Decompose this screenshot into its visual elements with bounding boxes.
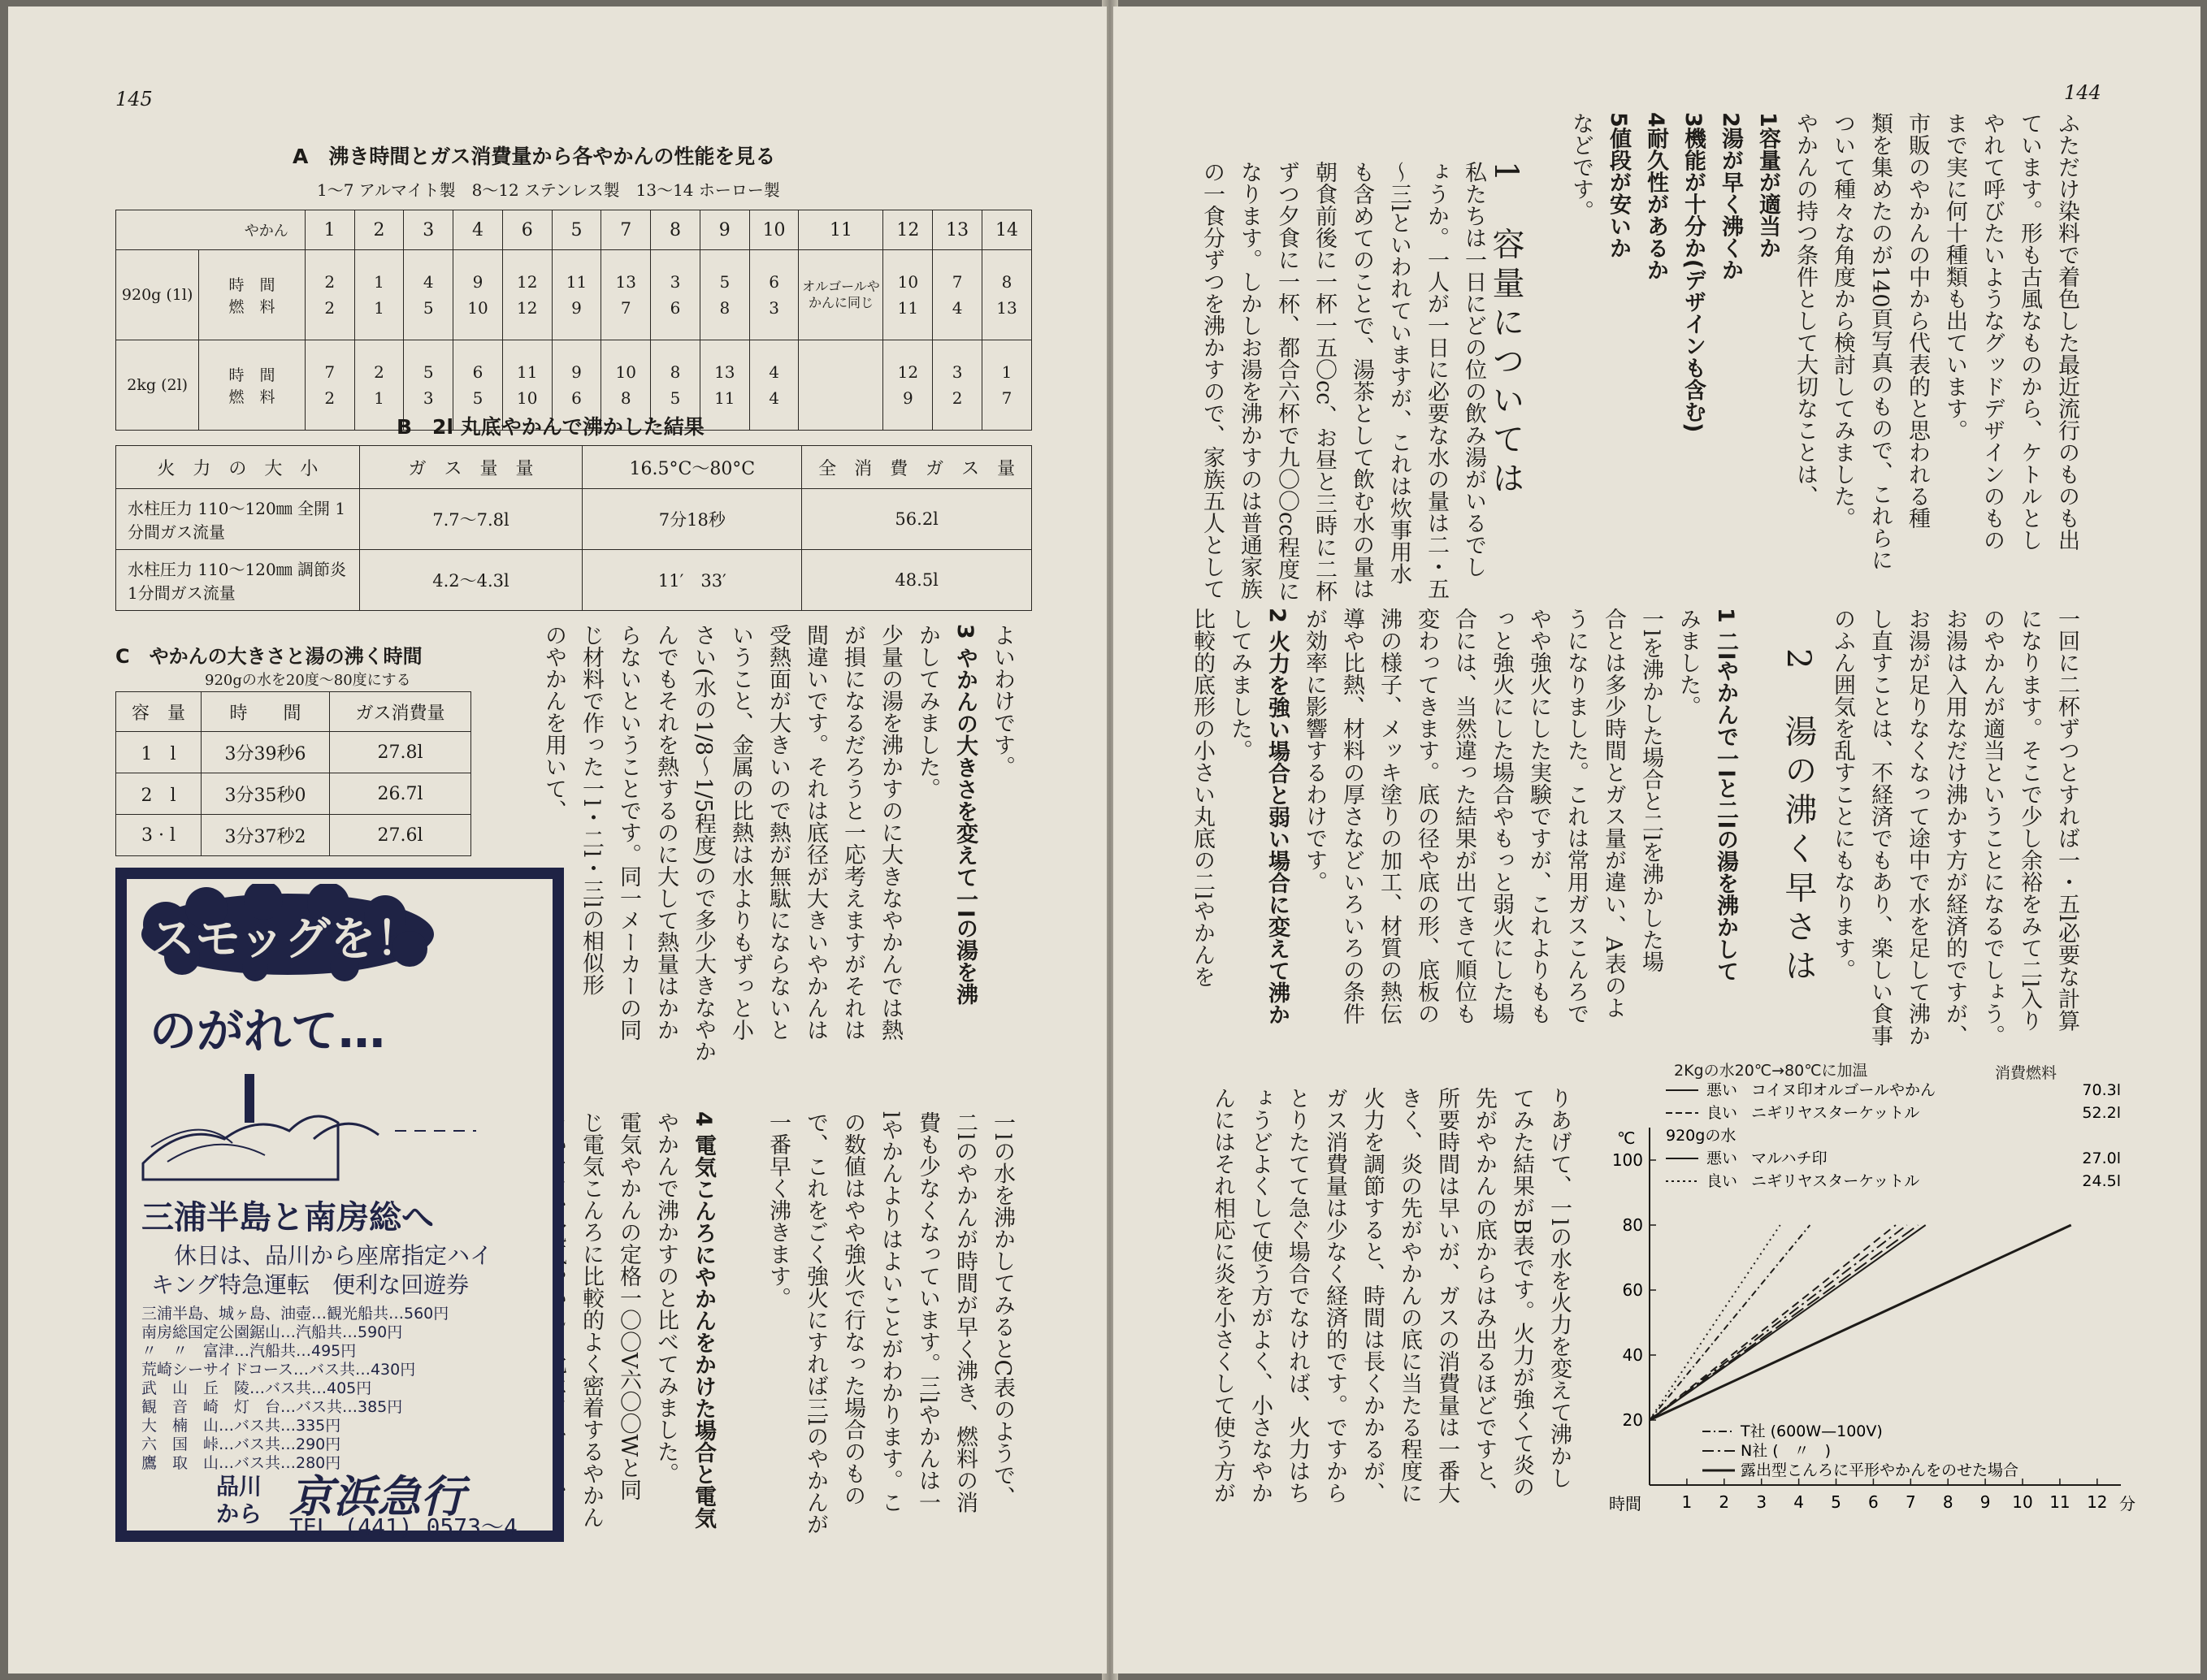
cell-time: 4 <box>423 272 434 292</box>
table-a-col-header: 10 <box>749 210 799 250</box>
table-c-cell: 1 l <box>116 732 202 773</box>
cell-time: 2 <box>324 272 336 292</box>
table-a-cell <box>799 340 883 431</box>
ad-tagline-2: キング特急運転 便利な回遊券 <box>151 1271 470 1298</box>
y-tick-label: 40 <box>1622 1345 1643 1365</box>
text-column: かしてみました。 <box>915 624 940 799</box>
legend-value: 52.2l <box>2082 1104 2121 1122</box>
table-c-cell: 3 · l <box>116 815 202 856</box>
table-a-subtitle: 1〜7 アルマイト製 8〜12 ステンレス製 13〜14 ホーロー製 <box>317 180 780 200</box>
text-column: 合には、当然違った結果が出てきて順位も <box>1451 608 1476 1024</box>
table-b-header: 16.5°C〜80°C <box>583 446 802 489</box>
bottom-legend-label: 露出型こんろに平形やかんをのせた場合 <box>1741 1461 2019 1479</box>
table-b <box>115 445 1032 611</box>
cell-time: 5 <box>423 362 434 382</box>
table-c-title: C やかんの大きさと湯の沸く時間 <box>115 645 423 668</box>
table-a-cell <box>799 250 883 340</box>
cell-fuel: 8 <box>620 388 631 408</box>
ad-destination: 三浦半島と南房総へ <box>141 1199 434 1236</box>
text-column: 沸の様子、メッキ塗りの加工、材質の熱伝 <box>1377 608 1402 1024</box>
section-heading-capacity: 1 容量については <box>1487 161 1524 500</box>
text-column: ついて種々な角度から検討してみました。 <box>1830 112 1855 529</box>
legend-quality: 良い <box>1706 1172 1738 1190</box>
text-column: いうこと、金属の比熱は水よりもずっと小 <box>728 624 753 1041</box>
cell-fuel: 2 <box>324 388 336 408</box>
legend-value: 27.0l <box>2082 1150 2121 1167</box>
text-column: 私たちは一日にどの位の飲み湯がいるでし <box>1461 161 1486 578</box>
cell-time: 4 <box>769 362 779 382</box>
text-column: じ電気こんろに比較的よく密着するやかん <box>579 1111 604 1528</box>
table-c-cell: 3分39秒6 <box>201 732 329 773</box>
table-a-cell <box>982 250 1032 340</box>
cell-fuel: 1 <box>374 298 384 318</box>
cell-fuel: 4 <box>952 298 963 318</box>
y-axis-label: ℃ <box>1617 1128 1636 1148</box>
text-column: のやかんが適当ということになるでしょう。 <box>1979 608 2005 1046</box>
table-a-col-header: 3 <box>404 210 453 250</box>
text-column: 所要時間は早いが、ガスの消費量は一番大 <box>1434 1087 1459 1504</box>
text-column: 朝食前後に一杯一五〇cc、お昼と三時に二杯 <box>1312 161 1337 603</box>
text-column: の数値はやや強火で行なった場合のもの <box>840 1111 865 1506</box>
cell-time: 3 <box>670 272 681 292</box>
coastline-illustration <box>135 1066 557 1188</box>
cell-fuel: 5 <box>472 388 483 408</box>
text-column: になります。そこで少し余裕をみて二l入り <box>2017 608 2042 1032</box>
table-a-cell <box>404 250 453 340</box>
text-column: んでもそれを熱するのに大して熱量はかか <box>653 624 679 1041</box>
text-column: 導や比熱、材料の厚さなどいろいろの条件 <box>1339 608 1364 1024</box>
text-column: まで実に何十種類も出ています。 <box>1942 112 1967 441</box>
table-a-cell <box>700 250 749 340</box>
cell-fuel: 7 <box>620 298 631 318</box>
x-tick-label: 12 <box>2087 1492 2108 1512</box>
cell-fuel: 13 <box>996 298 1017 318</box>
cell-time: 13 <box>615 272 636 292</box>
cell-time: 1 <box>1001 362 1012 382</box>
x-tick-label: 1 <box>1681 1492 1693 1512</box>
ad-headline-2: のがれて… <box>150 1003 386 1059</box>
table-c-row <box>116 815 471 856</box>
table-a-col-header: 4 <box>453 210 503 250</box>
cell-time: 7 <box>324 362 336 382</box>
text-column: のふん囲気を乱すことにもなります。 <box>1830 608 1855 981</box>
table-a-labels-920g <box>199 250 305 340</box>
table-a <box>115 210 1032 431</box>
text-column: ょうどよくして使う方がよく、小さなやか <box>1247 1087 1273 1504</box>
table-c-header-row <box>116 692 471 732</box>
legend-group: 920gの水 <box>1666 1127 1737 1145</box>
table-a-col-header: 9 <box>700 210 749 250</box>
text-column: じ材料で作った一l・二l・三lの相似形 <box>579 624 604 996</box>
series-line <box>1650 1225 1907 1420</box>
legend-name: ニギリヤスターケットル <box>1751 1104 1920 1122</box>
table-b-cell: 11′ 33′ <box>583 550 802 611</box>
text-column: の一食分ずつを沸かすので、家族五人として <box>1199 161 1225 600</box>
text-column: 類を集めたのが140頁写真のもので、これらに <box>1867 112 1893 571</box>
text-column: 先がやかんの底からはみ出るほどですと、 <box>1472 1087 1497 1504</box>
text-column: お湯は入用なだけ沸かす方が経済的ですが、 <box>1942 608 1967 1046</box>
table-a-col-header: 6 <box>502 210 552 250</box>
cell-fuel: 6 <box>670 298 681 318</box>
text-column: 3 やかんの大きさを変えて一lの湯を沸 <box>952 624 978 1006</box>
table-a-labels-2kg <box>199 340 305 431</box>
page-number-left: 145 <box>115 88 153 110</box>
y-tick-label: 100 <box>1611 1150 1643 1170</box>
cell-fuel: 9 <box>903 388 913 408</box>
cell-time: 12 <box>517 272 538 292</box>
ad-fare-line: 南房総国定公園鋸山…汽船共…590円 <box>141 1323 403 1341</box>
x-tick-label: 3 <box>1756 1492 1767 1512</box>
ad-telephone: TEL (441) 0573〜4 <box>289 1513 518 1540</box>
table-b-cell: 水柱圧力 110〜120㎜ 調節炎 1分間ガス流量 <box>116 550 360 611</box>
table-b-row <box>116 489 1032 550</box>
text-column: lやかんよりはよいことがわかります。こ <box>878 1111 903 1513</box>
ad-from-1: 品川 <box>216 1473 262 1500</box>
text-column: お湯が足りなくなって途中で水を足して沸か <box>1905 608 1930 1046</box>
text-column: りあげて、一lの水を火力を変えて沸かし <box>1546 1087 1572 1489</box>
legend-name: コイヌ印オルゴールやかん <box>1751 1081 1936 1099</box>
cell-fuel: 10 <box>467 298 488 318</box>
y-tick-label: 20 <box>1622 1410 1643 1430</box>
text-column: 一回に二杯ずつとすれば一・五l必要な計算 <box>2054 608 2079 1032</box>
cell-fuel: 12 <box>517 298 538 318</box>
text-column: 合とは多少時間とガス量が違い、A表のよ <box>1601 608 1626 1019</box>
legend-quality: 良い <box>1706 1104 1738 1122</box>
table-c-cell: 2 l <box>116 773 202 815</box>
text-column: 市販のやかんの中から代表的と思われる種 <box>1905 112 1930 529</box>
text-column: さい(水の1/8〜1/5程度)ので多少大きなやか <box>691 624 716 1063</box>
table-c-row <box>116 773 471 815</box>
text-column: んにはそれ相応に炎を小さくして使う方が <box>1210 1087 1235 1504</box>
ad-fare-line: 鷹 取 山…バス共…280円 <box>141 1454 341 1472</box>
cell-time: 5 <box>719 272 731 292</box>
ad-fare-line: 観 音 崎 灯 台…バス共…385円 <box>141 1398 403 1416</box>
text-column: ふただけ染料で着色した最近流行のものも出 <box>2054 112 2079 551</box>
x-tick-label: 7 <box>1905 1492 1916 1512</box>
table-c <box>115 691 471 856</box>
keihin-ad <box>115 868 564 1542</box>
cell-fuel: 4 <box>769 388 779 408</box>
cell-fuel: 9 <box>571 298 582 318</box>
cell-time: 3 <box>952 362 963 382</box>
table-c-cell: 27.8l <box>330 732 471 773</box>
text-column: ずつ夕食に一杯、都合六杯で九〇〇cc程度に <box>1274 161 1299 603</box>
text-column: 電気やかんの定格一〇〇V六〇〇Wと同 <box>616 1111 641 1501</box>
table-a-title: A 沸き時間とガス消費量から各やかんの性能を見る <box>293 145 776 168</box>
ad-fare-line: 〃 〃 富津…汽船共…495円 <box>141 1342 357 1360</box>
ad-fare-line: 大 楠 山…バス共…335円 <box>141 1417 341 1435</box>
table-a-col-header: 7 <box>601 210 651 250</box>
text-column: 2湯が早く沸くか <box>1718 112 1743 281</box>
text-column: やかんの持つ条件として大切なことは、 <box>1793 112 1818 507</box>
x-tick-label: 4 <box>1793 1492 1804 1512</box>
text-column: みました。 <box>1676 608 1701 717</box>
x-tick-label: 2 <box>1719 1492 1730 1512</box>
series-line <box>1650 1225 2071 1420</box>
label-time: 時 間 <box>228 276 275 294</box>
cell-time: 8 <box>670 362 681 382</box>
table-b-header: 全 消 費 ガ ス 量 <box>802 446 1032 489</box>
text-column: てみた結果がB表です。火力が強くて炎の <box>1509 1087 1534 1498</box>
cell-time: 9 <box>472 272 483 292</box>
table-c-header: 容 量 <box>116 692 202 732</box>
table-a-cell <box>601 250 651 340</box>
ad-fare-line: 武 山 丘 陵…バス共…405円 <box>141 1379 372 1397</box>
text-column: やれて呼びたいようなグッドデザインのもの <box>1979 112 2005 551</box>
legend-name: マルハチ印 <box>1751 1150 1828 1167</box>
text-column: 2 火力を強い場合と弱い場合に変えて沸か <box>1264 608 1290 1026</box>
table-b-cell: 4.2〜4.3l <box>359 550 583 611</box>
text-column: きく、炎の先がやかんの底に当たる程度に <box>1397 1087 1422 1504</box>
table-b-cell: 水柱圧力 110〜120㎜ 全開 1分間ガス流量 <box>116 489 360 550</box>
cell-fuel: 5 <box>423 298 434 318</box>
text-column: やや強火にした実験ですが、これよりもも <box>1526 608 1551 1024</box>
cell-time: 11 <box>517 362 538 382</box>
table-a-cell <box>883 340 933 431</box>
cell-fuel: 3 <box>423 388 434 408</box>
legend-value: 24.5l <box>2082 1172 2121 1190</box>
x-tick-label: 9 <box>1979 1492 1991 1512</box>
table-a-cell <box>354 250 404 340</box>
series-line <box>1650 1225 1926 1420</box>
table-c-cell: 27.6l <box>330 815 471 856</box>
x-tick-label: 10 <box>2012 1492 2033 1512</box>
cell-note: オルゴールやかんに同じ <box>802 279 880 310</box>
text-column: 受熱面が大きいので熱が無駄にならないと <box>765 624 791 1041</box>
cell-time: 10 <box>615 362 636 382</box>
table-a-col-header: 1 <box>305 210 354 250</box>
table-a-cell <box>883 250 933 340</box>
ad-tagline-1: 休日は、品川から座席指定ハイ <box>174 1242 493 1269</box>
text-column: 比較的底形の小さい丸底の二lやかんを <box>1190 608 1215 988</box>
cell-time: 13 <box>714 362 735 382</box>
table-a-cell <box>700 340 749 431</box>
table-a-cell <box>453 250 503 340</box>
ad-from-2: から <box>216 1500 262 1527</box>
label-time: 時 間 <box>228 366 275 384</box>
text-column: が損になるだろうと一応考えますがそれは <box>840 624 865 1041</box>
table-c-subtitle: 920gの水を20度〜80度にする <box>205 672 411 689</box>
ad-fare-line: 荒崎シーサイドコース…バス共…430円 <box>141 1361 416 1379</box>
table-c-cell: 3分35秒0 <box>201 773 329 815</box>
text-column: よいわけです。 <box>990 624 1015 777</box>
text-column: 火力を調節すると、時間は長くかかるが、 <box>1359 1087 1385 1504</box>
table-a-cell <box>502 250 552 340</box>
table-c-header: 時 間 <box>201 692 329 732</box>
text-column: のやかんを用いて、 <box>541 624 566 821</box>
table-b-header: ガ ス 量 量 <box>359 446 583 489</box>
text-column: 1容量が適当か <box>1755 112 1780 259</box>
table-a-group-920g: 920g (1l) <box>116 250 199 340</box>
table-a-cell <box>749 340 799 431</box>
text-column: うになりました。これは常用ガスこんろで <box>1563 608 1589 1024</box>
text-column: とりたてて急ぐ場合でなければ、火力はち <box>1285 1087 1310 1504</box>
text-column: が効率に影響するわけです。 <box>1302 608 1327 893</box>
table-a-header-row <box>116 210 1032 250</box>
table-a-cell <box>305 250 354 340</box>
table-a-group-2kg: 2kg (2l) <box>116 340 199 431</box>
cell-time: 6 <box>769 272 779 292</box>
cell-fuel: 10 <box>517 388 538 408</box>
table-a-col-header: 8 <box>651 210 700 250</box>
table-a-cell <box>651 250 700 340</box>
cell-fuel: 7 <box>1001 388 1012 408</box>
table-b-row <box>116 550 1032 611</box>
x-tick-label: 11 <box>2049 1492 2070 1512</box>
table-a-col-header: 13 <box>933 210 982 250</box>
cell-fuel: 2 <box>952 388 963 408</box>
cell-time: 9 <box>571 362 582 382</box>
text-column: 変わってきます。底の径や底の形、底板の <box>1414 608 1439 1024</box>
cell-time: 1 <box>374 272 384 292</box>
series-line <box>1650 1225 1810 1420</box>
x-tick-label: 8 <box>1942 1492 1953 1512</box>
x-tick-label: 5 <box>1831 1492 1841 1512</box>
table-a-cell <box>933 250 982 340</box>
cell-time: 6 <box>472 362 483 382</box>
text-column: 5値段が安いか <box>1606 112 1631 259</box>
text-column: ています。形も古風なものから、ケトルとし <box>2017 112 2042 551</box>
table-a-row-920g <box>116 250 1032 340</box>
ad-company-logo: 京浜急行 <box>289 1471 465 1522</box>
text-column: も含めてのことで、湯茶として飲む水の量は <box>1349 161 1374 600</box>
cell-time: 2 <box>374 362 384 382</box>
table-a-corner: やかん <box>116 210 306 250</box>
bottom-legend-label: T社 (600W—100V) <box>1741 1422 1883 1440</box>
table-b-cell: 48.5l <box>802 550 1032 611</box>
label-fuel: 燃 料 <box>228 298 275 316</box>
cell-fuel: 3 <box>769 298 779 318</box>
table-a-col-header: 5 <box>552 210 601 250</box>
text-column: らないということです。同一メーカーの同 <box>616 624 641 1041</box>
chart-legend-header: 消費燃料 <box>1995 1064 2057 1082</box>
table-b-header: 火 力 の 大 小 <box>116 446 360 489</box>
cell-time: 7 <box>952 272 963 292</box>
text-column: 二lのやかんが時間が早く沸き、燃料の消 <box>952 1111 978 1513</box>
cell-fuel: 6 <box>571 388 582 408</box>
table-a-cell <box>305 340 354 431</box>
table-a-col-header: 2 <box>354 210 404 250</box>
table-c-cell: 3分37秒2 <box>201 815 329 856</box>
legend-value: 70.3l <box>2082 1081 2121 1099</box>
legend-quality: 悪い <box>1706 1081 1738 1099</box>
ad-fare-line: 三浦半島、城ヶ島、油壺…観光船共…560円 <box>141 1305 449 1323</box>
page-number-right: 144 <box>2064 81 2101 104</box>
table-c-row <box>116 732 471 773</box>
text-column: 一lを沸かした場合と二lを沸かした場 <box>1638 608 1663 973</box>
cell-fuel: 11 <box>714 388 735 408</box>
cell-time: 8 <box>1001 272 1012 292</box>
text-column: なります。しかしお湯を沸かすのは普通家族 <box>1237 161 1262 600</box>
table-b-cell: 7分18秒 <box>583 489 802 550</box>
section-heading-speed: 2 湯の沸く早さは <box>1780 648 1817 988</box>
x-axis-unit: 分 <box>2119 1494 2135 1513</box>
text-column: し直すことは、不経済でもあり、楽しい食事 <box>1867 608 1893 1046</box>
table-a-col-header: 11 <box>799 210 883 250</box>
table-b-title: B 2l 丸底やかんで沸かした結果 <box>397 415 705 439</box>
text-column: 費も少なくなっています。三lやかんは一 <box>915 1111 940 1513</box>
table-b-cell: 56.2l <box>802 489 1032 550</box>
cell-fuel: 2 <box>324 298 336 318</box>
cell-time: 10 <box>897 272 919 292</box>
text-column: してみました。 <box>1227 608 1252 761</box>
table-c-cell: 26.7l <box>330 773 471 815</box>
chart-plot <box>1601 1063 2161 1542</box>
text-column: 3機能が十分か(デザインも含む) <box>1680 112 1706 433</box>
table-a-cell <box>552 250 601 340</box>
x-axis-label: 時間 <box>1609 1494 1641 1513</box>
x-tick-label: 6 <box>1868 1492 1879 1512</box>
text-column: ょうか。一人が一日に必要な水の量は二・五 <box>1424 161 1449 600</box>
cell-fuel: 8 <box>719 298 731 318</box>
cell-time: 11 <box>566 272 588 292</box>
y-tick-label: 60 <box>1622 1280 1643 1300</box>
left-page <box>8 6 1107 1674</box>
bottom-legend-label: N社 ( 〃 ) <box>1741 1442 1832 1460</box>
cell-time: 12 <box>897 362 919 382</box>
table-a-cell <box>982 340 1032 431</box>
legend-quality: 悪い <box>1706 1150 1738 1167</box>
table-b-cell: 7.7〜7.8l <box>359 489 583 550</box>
text-column: 一lの水を沸かしてみるとC表のようで、 <box>990 1111 1015 1509</box>
text-column: 4耐久性があるか <box>1643 112 1668 281</box>
text-column: 少量の湯を沸かすのに大きなやかんでは熱 <box>878 624 903 1041</box>
text-column: っと強火にした場合やもっと弱火にした場 <box>1489 608 1514 1024</box>
text-column: 4 電気こんろにやかんをかけた場合と電気 <box>691 1111 716 1530</box>
text-column: などです。 <box>1568 112 1593 222</box>
table-c-header: ガス消費量 <box>330 692 471 732</box>
text-column: 1 二lやかんで一lと二lの湯を沸かして <box>1713 608 1738 982</box>
ad-headline-1: スモッグを！ <box>150 913 422 966</box>
text-column: 間違いです。それは底径が大きいやかんは <box>803 624 828 1041</box>
ad-fare-line: 六 国 峠…バス共…290円 <box>141 1435 341 1453</box>
table-a-col-header: 14 <box>982 210 1032 250</box>
text-column: で、これをごく強火にすれば三lのやかんが <box>803 1111 828 1535</box>
chart-title: 2Kgの水20℃→80℃に加温 <box>1674 1062 1868 1080</box>
cell-fuel: 5 <box>670 388 681 408</box>
table-a-col-header: 12 <box>883 210 933 250</box>
cell-fuel: 11 <box>897 298 919 318</box>
table-b-header-row <box>116 446 1032 489</box>
y-tick-label: 80 <box>1622 1215 1643 1235</box>
cell-fuel: 1 <box>374 388 384 408</box>
text-column: 〜三lといわれていますが、これは炊事用水 <box>1386 161 1411 585</box>
table-a-cell <box>749 250 799 340</box>
table-a-cell <box>933 340 982 431</box>
text-column: 一番早く沸きます。 <box>765 1111 791 1309</box>
text-column: やかんで沸かすのと比べてみました。 <box>653 1111 679 1484</box>
legend-name: ニギリヤスターケットル <box>1751 1172 1920 1190</box>
label-fuel: 燃 料 <box>228 388 275 406</box>
text-column: ガス消費量は少なく経済的です。ですから <box>1322 1087 1347 1504</box>
right-page <box>1113 6 2200 1674</box>
